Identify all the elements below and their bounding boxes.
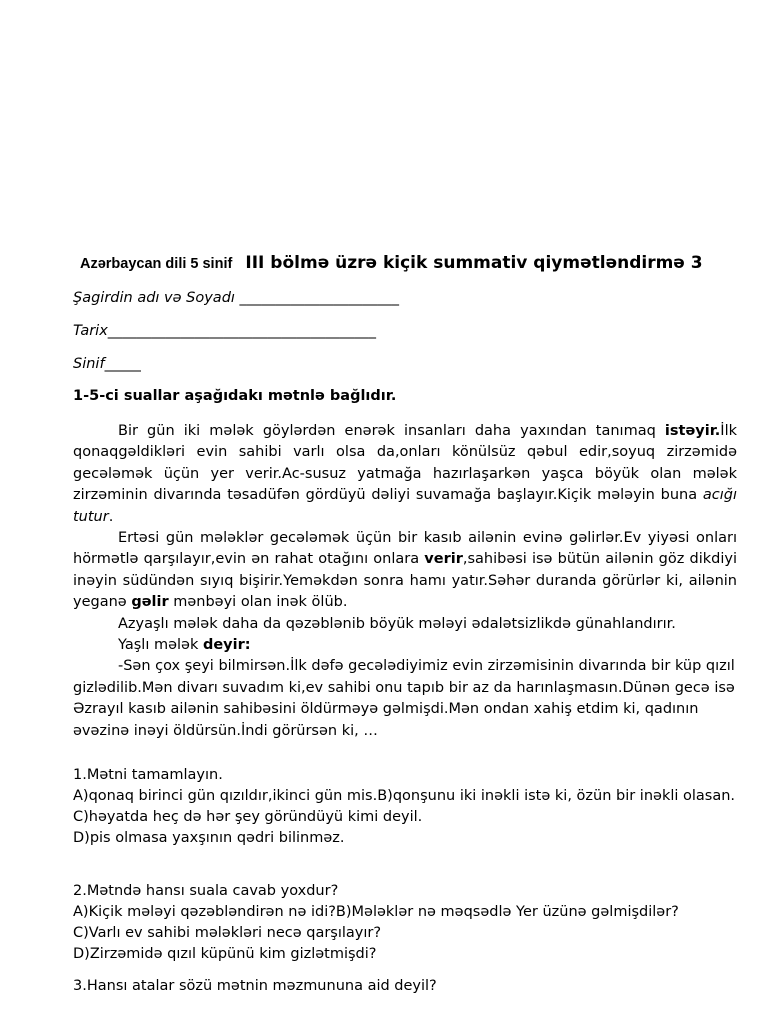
question-1-text: 1.Mətni tamamlayın. — [73, 767, 223, 783]
story-p4-bold: deyir: — [202, 637, 251, 654]
story-p1-text-c: İlk qonaqgəldikləri evin sahibi varlı olsa da,onları könülsüz qəbul edir,soyuq zirzəmidə gecələmək üçün yer verir.Ac-susuz yatmağa hazırlaşarkən yaşca böyük olan mələk zirzəminin divarında təsadüfən gördüyü dəliyi suvamağa başlayır.Kiçik mələyin buna — [73, 423, 737, 504]
story-p1-text-e: . — [108, 508, 114, 525]
story-p4-text: Yaşlı mələk — [118, 637, 203, 654]
question-2 — [73, 881, 753, 965]
date-line: _____________________________________ — [107, 323, 377, 339]
date-label: Tarix — [73, 323, 108, 339]
question-2-option-d: D)Zirzəmidə qızıl küpünü kim gizlətmişdi? — [73, 946, 377, 962]
title-subject: Azərbaycan dili 5 sinif — [80, 256, 233, 272]
instruction: 1-5-ci suallar aşağıdakı mətnlə bağlıdır. — [73, 388, 397, 404]
story-paragraph-5: -Sən çox şeyi bilmirsən.İlk dəfə gecələdiyimiz evin zirzəmisinin divarında bir küp qızıl gizlədilib.Mən divarı suvadım ki,ev sahibi onu tapıb bir az da harınlaşmasın.Dünən gecə isə Əzrayıl kasıb ailənin sahibəsini öldürməyə gəlmişdi.Mən ondan xahiş etdim ki, qadının əvəzinə inəyi öldürsün.İndi görürsən ki, … — [73, 658, 735, 739]
class-field — [73, 356, 141, 372]
story-p2-bold-gelir: gəlir — [131, 594, 169, 611]
question-1-option-d: D)pis olmasa yaxşının qədri bilinməz. — [73, 830, 345, 846]
question-1 — [73, 765, 753, 849]
question-2-option-c: C)Varlı ev sahibi mələkləri necə qarşılayır? — [73, 925, 382, 941]
story-p1-bold: istəyir. — [664, 423, 721, 439]
story-p2-text-e: mənbəyi olan inək ölüb. — [168, 594, 348, 611]
story-p2-text-a: Ertəsi gün mələklər gecələmək üçün bir kasıb ailənin evinə gəlirlər.Ev yiyəsi onları hörmətlə qarşılayır,evin ən rahat otağını onlara — [73, 530, 737, 568]
question-2-text: 2.Mətndə hansı suala cavab yoxdur? — [73, 883, 339, 899]
story-paragraph-2 — [73, 528, 737, 614]
question-3-text: 3.Hansı atalar sözü mətnin məzmununa aid deyil? — [73, 978, 437, 994]
title-assessment: III bölmə üzrə kiçik summativ qiymətləndirmə 3 — [245, 253, 703, 273]
story-p1-italic: acığı tutur — [73, 487, 737, 525]
story-p2-text-c: ,sahibəsi isə bütün ailənin göz dikdiyi inəyin südündən sıyıq bişirir.Yeməkdən sonra hamı yatır.Səhər duranda görürlər ki, ailənin yeganə — [73, 551, 737, 611]
story-paragraph-4 — [73, 635, 737, 656]
story-text — [73, 421, 737, 742]
worksheet-title — [80, 253, 703, 273]
story-p1-text-a: Bir gün iki mələk göylərdən enərək insanları daha yaxından tanımaq — [118, 423, 665, 439]
student-name-field — [73, 290, 399, 306]
question-1-option-c: C)həyatda heç də hər şey göründüyü kimi deyil. — [73, 809, 423, 825]
date-field — [73, 323, 376, 339]
student-name-label: Şagirdin adı və Soyadı — [73, 290, 235, 306]
question-1-option-ab: A)qonaq birinci gün qızıldır,ikinci gün mis.B)qonşunu iki inəkli istə ki, özün bir inəkli olasan. — [73, 788, 736, 804]
question-3 — [73, 976, 753, 997]
class-line: _____ — [104, 356, 141, 372]
story-p2-bold-verir: verir — [424, 551, 463, 568]
question-2-option-ab: A)Kiçik mələyi qəzəbləndirən nə idi?B)Mələklər nə məqsədlə Yer üzünə gəlmişdilər? — [73, 904, 679, 920]
story-paragraph-1 — [73, 421, 737, 528]
story-paragraph-3: Azyaşlı mələk daha da qəzəblənib böyük mələyi ədalətsizlikdə günahlandırır. — [118, 615, 676, 632]
student-name-line: ______________________ — [234, 290, 400, 306]
class-label: Sinif — [73, 356, 105, 372]
